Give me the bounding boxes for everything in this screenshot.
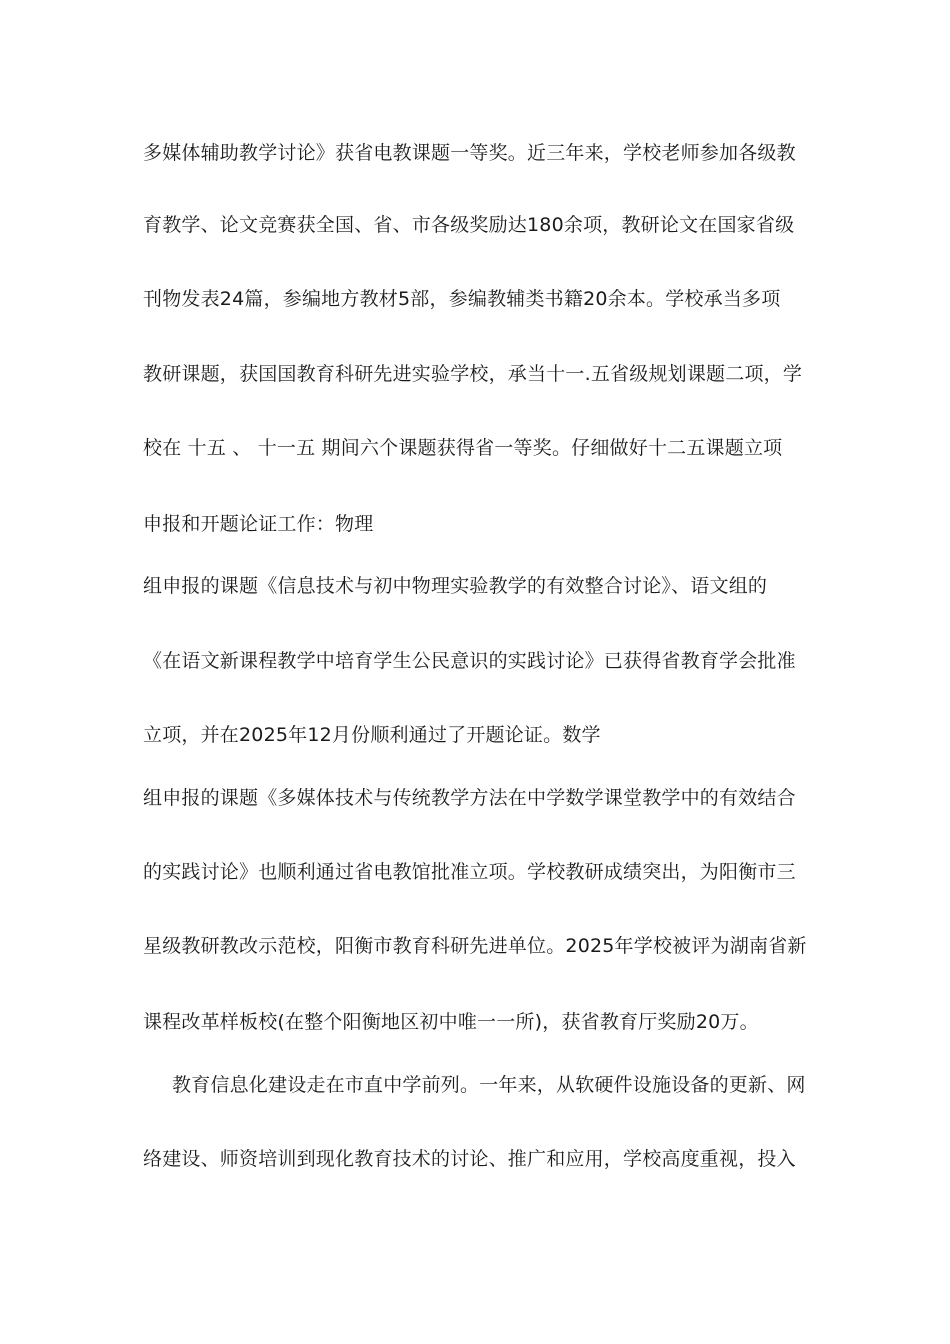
text-line: 组申报的课题《多媒体技术与传统教学方法在中学数学课堂教学中的有效结合 [143,787,796,809]
text-line: 教研课题，获国国教育科研先进实验学校，承当十一.五省级规划课题二项，学 [143,363,803,385]
text-line: 校在 十五 、 十一五 期间六个课题获得省一等奖。仔细做好十二五课题立项 [143,437,783,459]
text-line: 育教学、论文竞赛获全国、省、市各级奖励达180余项，教研论文在国家省级 [143,214,795,236]
text-line: 《在语文新课程教学中培育学生公民意识的实践讨论》已获得省教育学会批准 [143,650,796,672]
text-line: 组申报的课题《信息技术与初中物理实验教学的有效整合讨论》、语文组的 [143,575,768,597]
text-line: 课程改革样板校(在整个阳衡地区初中唯一一所)，获省教育厅奖励20万。 [143,1011,759,1033]
paragraph-first-line: 教育信息化建设走在市直中学前列。一年来，从软硬件设施设备的更新、网 [172,1074,806,1096]
text-line: 申报和开题论证工作：物理 [143,513,374,535]
text-line: 刊物发表24篇，参编地方教材5部，参编教辅类书籍20余本。学校承当多项 [143,288,781,310]
text-line: 的实践讨论》也顺利通过省电教馆批准立项。学校教研成绩突出，为阳衡市三 [143,861,796,883]
text-line: 星级教研教改示范校，阳衡市教育科研先进单位。2025年学校被评为湖南省新 [143,935,807,957]
text-line: 立项，并在2025年12月份顺利通过了开题论证。数学 [143,724,601,746]
text-line: 多媒体辅助教学讨论》获省电教课题一等奖。近三年来，学校老师参加各级教 [143,142,796,164]
text-line: 络建设、师资培训到现化教育技术的讨论、推广和应用，学校高度重视，投入 [143,1148,796,1170]
